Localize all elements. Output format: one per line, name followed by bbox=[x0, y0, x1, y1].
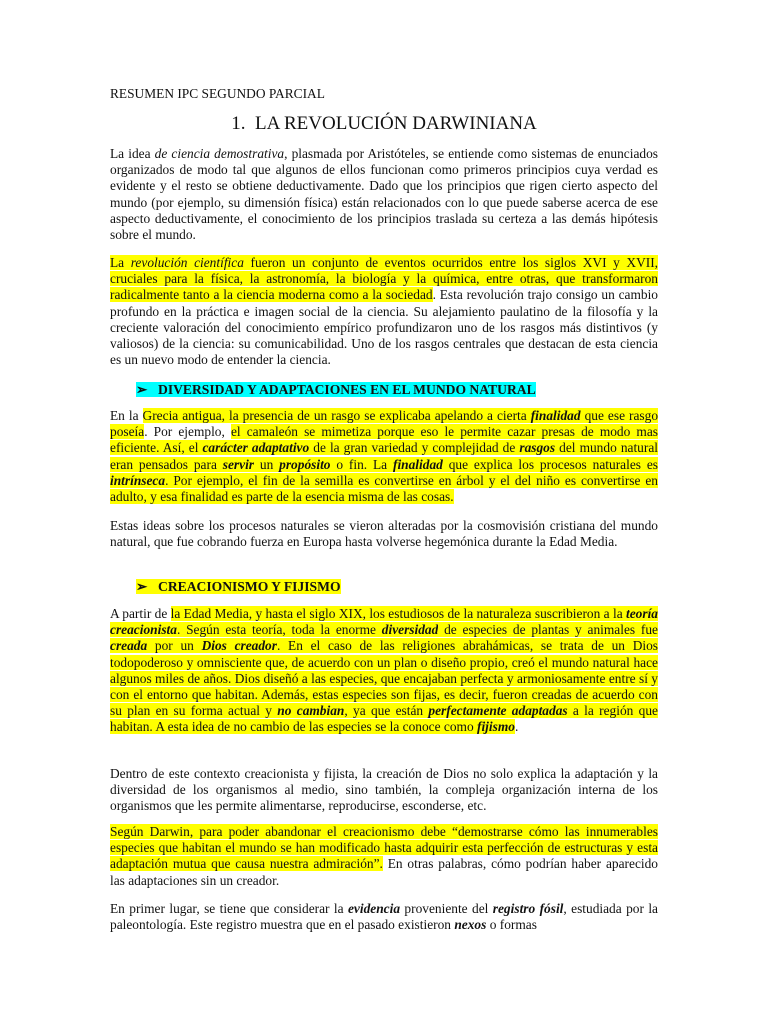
text-run: , ya que están bbox=[344, 703, 429, 719]
text-run: . En el caso de las religiones abrahámicas, se trata de un Dios todopoderoso y omnisciente que, de acuerdo con un plan o diseño propio, creó el mundo natural hace algunos miles de años. Dios diseñó a las especies, que encajaban perfecta y armoniosamente entre sí y con el entorno que habitan. Además, estas especies son fijas, es decir, fueron creadas de acuerdo con su plan en su forma actual y bbox=[110, 638, 658, 719]
paragraph-grecia-antigua bbox=[110, 408, 658, 505]
text-run: servir bbox=[222, 456, 255, 472]
chapter-number: 1. bbox=[231, 113, 246, 134]
text-run: En primer lugar, se tiene que considerar la bbox=[110, 901, 348, 916]
text-run: registro fósil bbox=[492, 901, 564, 916]
paragraph-contexto-creacionista bbox=[110, 766, 658, 815]
text-run: por un bbox=[147, 638, 202, 654]
paragraph-revolucion-cientifica bbox=[110, 255, 658, 368]
paragraph-teoria-creacionista bbox=[110, 606, 658, 736]
text-run: fueron un conjunto de eventos ocurridos entre los siglos XVI y XVII, cruciales para la física, la astronomía, la biología y la química, entre otras, que transformaron radicalmente tanto a la ciencia moderna como a la sociedad bbox=[110, 255, 659, 303]
text-run: Dios creador bbox=[201, 638, 277, 654]
text-run: . Por ejemplo, bbox=[144, 424, 231, 440]
text-run: . Según esta teoría, toda la enorme bbox=[176, 622, 382, 638]
text-run: que explica los procesos naturales es bbox=[442, 456, 658, 472]
text-run: , estudiada por la paleontología. Este registro muestra que en el pasado existieron bbox=[110, 901, 658, 933]
text-run: finalidad bbox=[530, 408, 581, 423]
text-run: . Por ejemplo, el fin de la semilla es convertirse en árbol y el del niño es convertirse en adulto, y esa finalidad es parte de la esencia misma de las cosas. bbox=[110, 472, 658, 505]
text-run: Dentro de este contexto creacionista y fijista, la creación de Dios no solo explica la adaptación y la diversidad de los organismos al medio, sino también, la compleja organización interna de los organismos que les permite alimentarse, reproducirse, esconderse, etc. bbox=[110, 766, 658, 814]
paragraph-ciencia-demostrativa bbox=[110, 146, 658, 243]
text-run: A partir de bbox=[110, 606, 171, 621]
text-run: . Esta revolución trajo consigo un cambio profundo en la práctica e imagen social de la ciencia. Su alejamiento paulatino de la filosofía y la creciente valoración del conocimiento empírico profundizaron uno de los rasgos más distintivos (y valiosos) de la ciencia: su comunicabilidad. Uno de los rasgos centrales que destacan de esta ciencia es un nuevo modo de entender la ciencia. bbox=[110, 287, 658, 368]
chapter-title-text: LA REVOLUCIÓN DARWINIANA bbox=[254, 113, 537, 134]
text-run: En otras palabras, cómo podrían haber aparecido las adaptaciones sin un creador. bbox=[110, 856, 658, 888]
text-run: finalidad bbox=[392, 456, 443, 472]
document-header: RESUMEN IPC SEGUNDO PARCIAL bbox=[110, 86, 325, 101]
text-run: del mundo natural eran pensados para bbox=[110, 440, 658, 472]
text-run: Según Darwin, para poder abandonar el creacionismo debe “demostrarse cómo las innumerables especies que habitan el mundo se han modificado hasta adquirir esta perfección de estructuras y esta adaptación mutua que causa nuestra admiración”. bbox=[110, 824, 658, 872]
text-run: diversidad bbox=[381, 622, 439, 638]
text-run: o formas bbox=[486, 917, 537, 933]
text-run: propósito bbox=[279, 456, 331, 472]
text-run: Grecia antigua, la presencia de un rasgo se explicaba apelando a cierta bbox=[142, 408, 531, 423]
text-run: el camaleón se mimetiza porque eso le permite cazar presas de modo mas eficiente. Así, el bbox=[110, 424, 658, 456]
text-run: . bbox=[514, 719, 519, 735]
text-run: teoría creacionista bbox=[110, 606, 658, 638]
text-run: La idea bbox=[110, 146, 155, 161]
section-heading-creacionismo bbox=[136, 578, 341, 595]
section-heading-label: DIVERSIDAD Y ADAPTACIONES EN EL MUNDO NATURAL bbox=[158, 382, 536, 397]
section-heading-diversidad bbox=[136, 381, 536, 398]
text-run: evidencia bbox=[347, 901, 401, 916]
text-run: no cambian bbox=[277, 703, 345, 719]
text-run: fijismo bbox=[477, 719, 515, 735]
arrow-bullet-icon: ➢ bbox=[136, 382, 148, 397]
text-run: que ese rasgo poseía bbox=[110, 408, 659, 440]
text-run: rasgos bbox=[519, 440, 556, 456]
text-run: , plasmada por Aristóteles, se entiende como sistemas de enunciados organizados de modo tal que algunos de ellos funcionan como primeros principios cuya verdad es evidente y el resto se obtiene deductivamente. Dado que los principios que rigen cierto aspecto del mundo (por ejemplo, su dimensión física) están relacionados con lo que puede saberse acerca de ese aspecto deductivamente, el conocimiento de los principios traslada su certeza a las demás hipótesis sobre el mundo. bbox=[110, 146, 658, 243]
text-run: a la región que habitan. A esta idea de no cambio de las especies se la conoce como bbox=[110, 703, 658, 735]
text-run: la Edad Media, y hasta el siglo XIX, los estudiosos de la naturaleza suscribieron a la bbox=[170, 606, 626, 621]
text-run: La bbox=[110, 255, 131, 270]
paragraph-registro-fosil bbox=[110, 901, 658, 933]
text-run: de ciencia demostrativa bbox=[154, 146, 285, 161]
section-heading-label: CREACIONISMO Y FIJISMO bbox=[158, 579, 341, 594]
text-run: En la bbox=[110, 408, 143, 423]
text-run: proveniente del bbox=[400, 901, 493, 916]
text-run: Estas ideas sobre los procesos naturales se vieron alteradas por la cosmovisión cristiana del mundo natural, que fue cobrando fuerza en Europa hasta volverse hegemónica durante la Edad Media. bbox=[110, 518, 658, 550]
text-run: de especies de plantas y animales fue bbox=[438, 622, 658, 638]
text-run: intrínseca bbox=[110, 472, 166, 488]
paragraph-darwin-cita bbox=[110, 824, 658, 889]
text-run: un bbox=[254, 456, 280, 472]
arrow-bullet-icon: ➢ bbox=[136, 579, 148, 594]
text-run: de la gran variedad y complejidad de bbox=[309, 440, 520, 456]
text-run: carácter adaptativo bbox=[202, 440, 310, 456]
text-run: creada bbox=[110, 638, 148, 654]
paragraph-cosmovision-cristiana bbox=[110, 518, 658, 550]
text-run: revolución científica bbox=[130, 255, 244, 270]
text-run: o fin. La bbox=[330, 456, 393, 472]
text-run: nexos bbox=[454, 917, 487, 933]
chapter-title bbox=[0, 113, 768, 135]
text-run: perfectamente adaptadas bbox=[428, 703, 568, 719]
